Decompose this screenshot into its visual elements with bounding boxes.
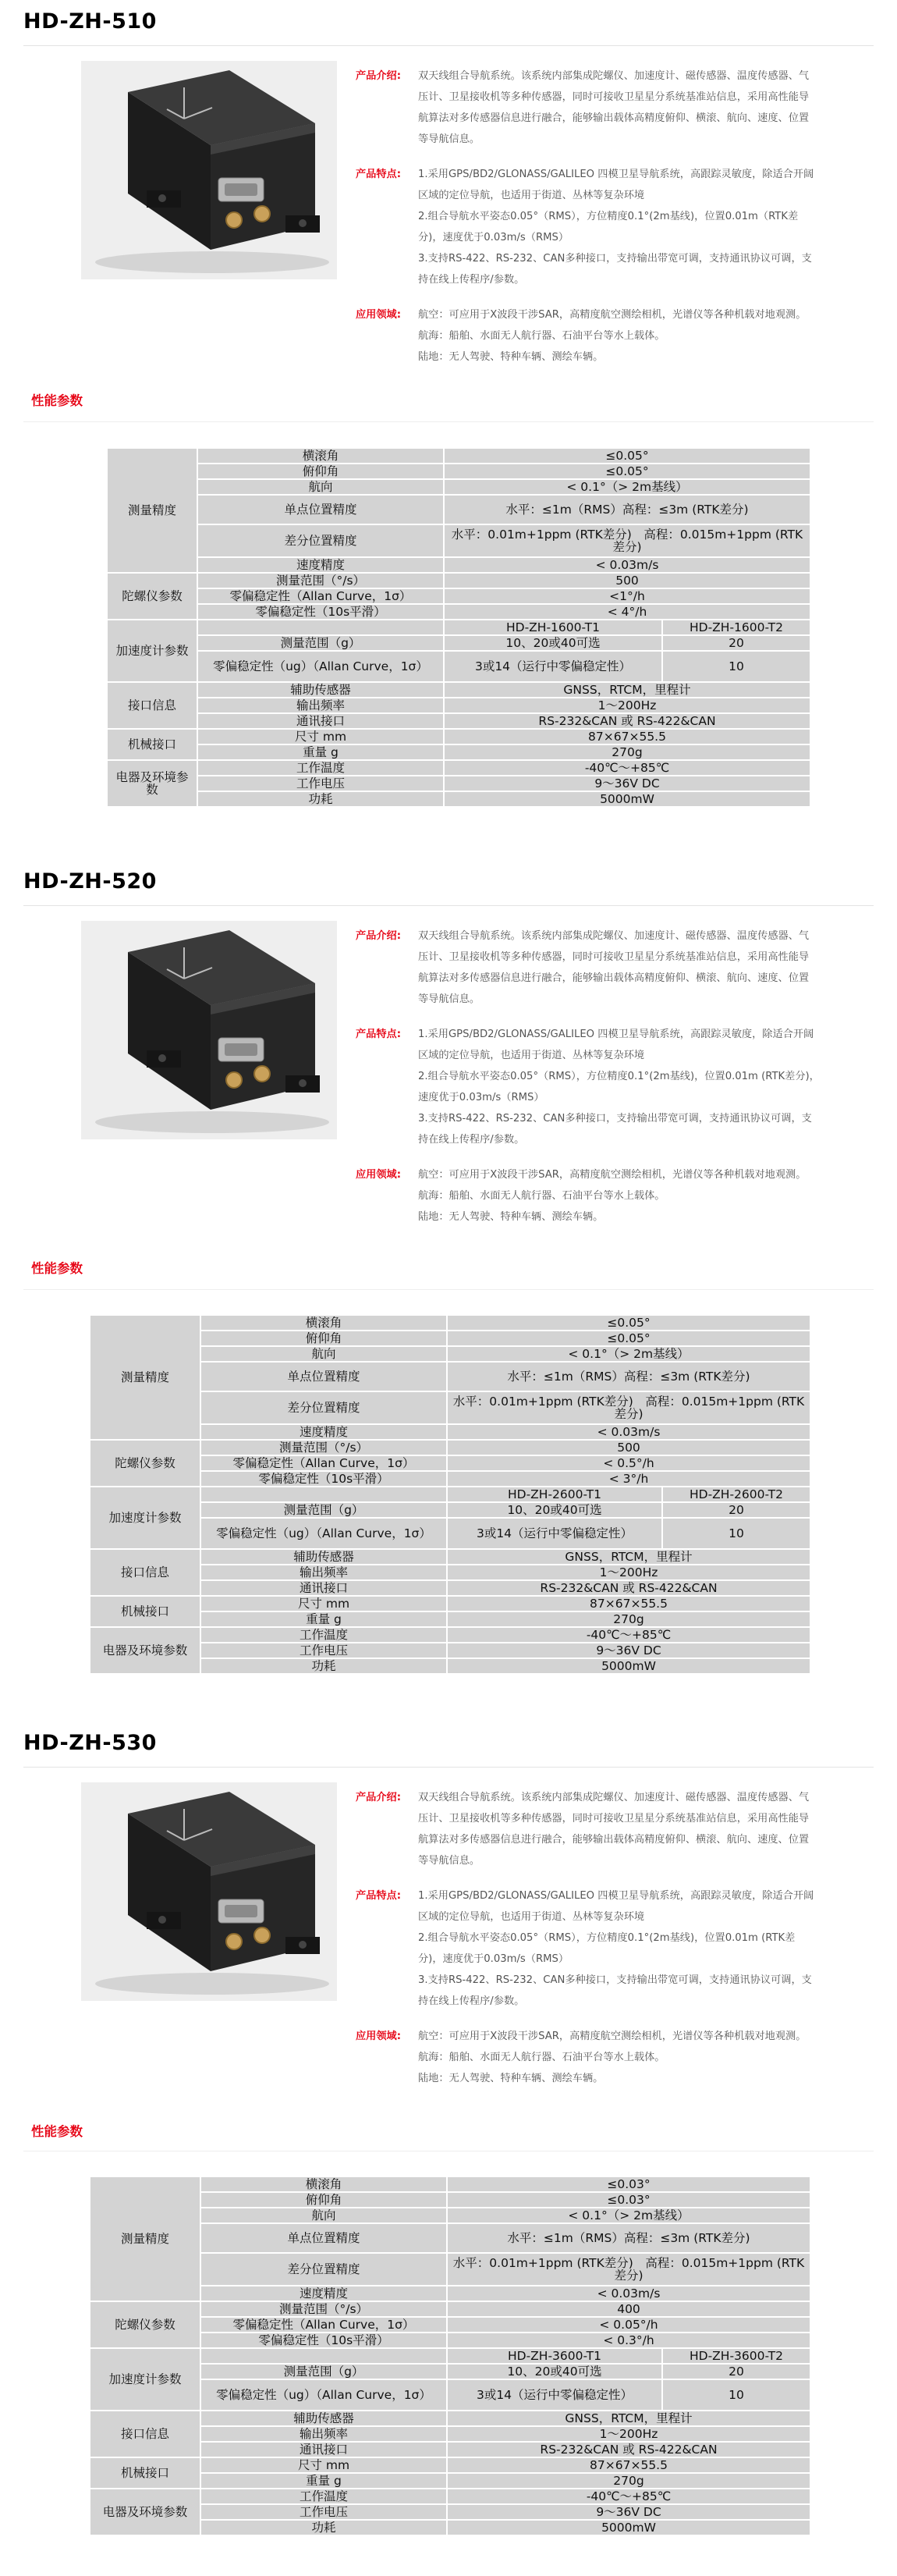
application-line: 航空：可应用于X波段干涉SAR，高精度航空测绘相机，光谱仪等各种机载对地观测。	[418, 309, 807, 321]
spec-param: 零偏稳定性（10s平滑）	[200, 2333, 447, 2348]
intro-label: 产品介绍:	[356, 1792, 402, 1803]
intro-line: 压计、卫星接收机等多种传感器，同时可接收卫星星分系统基准站信息，采用高性能导	[418, 91, 810, 103]
spec-row	[107, 698, 810, 713]
spec-value: ≤0.05°	[444, 448, 810, 464]
product-info	[356, 1787, 877, 2103]
spec-value: < 0.1°（> 2m基线）	[447, 1346, 810, 1362]
spec-param: 重量 g	[197, 744, 444, 760]
feature-line: 区域的定位导航，也适用于街道、丛林等复杂环境	[418, 1050, 645, 1061]
spec-value-t1: 3或14（运行中零偏稳定性）	[447, 1518, 662, 1549]
feature-line: 持在线上传程序/参数。	[418, 274, 525, 286]
spec-category: 接口信息	[90, 1549, 200, 1596]
feature-line: 速度优于0.03m/s（RMS）	[418, 1092, 544, 1103]
spec-value-t2: 20	[662, 2364, 810, 2379]
spec-category: 接口信息	[107, 682, 197, 729]
spec-row	[107, 448, 810, 464]
spec-value: GNSS，RTCM，里程计	[444, 682, 810, 698]
spec-param: 航向	[200, 2208, 447, 2223]
title-divider	[23, 905, 874, 906]
application-line: 航海：船舶、水面无人航行器、石油平台等水上载体。	[418, 1190, 665, 1202]
spec-row	[107, 495, 810, 524]
application-line: 陆地：无人驾驶、特种车辆、测绘车辆。	[418, 2073, 604, 2084]
spec-model-t1: HD-ZH-1600-T1	[444, 620, 662, 635]
application-line: 陆地：无人驾驶、特种车辆、测绘车辆。	[418, 1211, 604, 1223]
spec-value: < 0.03m/s	[447, 2286, 810, 2301]
application-line: 航海：船舶、水面无人航行器、石油平台等水上载体。	[418, 2052, 665, 2063]
spec-param: 辅助传感器	[197, 682, 444, 698]
spec-value: -40℃～+85℃	[447, 2489, 810, 2504]
spec-category: 接口信息	[90, 2411, 200, 2457]
product-title: HD-ZH-530	[23, 1731, 157, 1755]
spec-row	[107, 464, 810, 479]
spec-param: 速度精度	[200, 1424, 447, 1440]
spec-row	[107, 713, 810, 729]
spec-value: < 4°/h	[444, 604, 810, 620]
spec-row	[90, 2301, 810, 2317]
intro-line: 航算法对多传感器信息进行融合，能够输出载体高精度俯仰、横滚、航向、速度、位置	[418, 972, 810, 984]
spec-value: 270g	[447, 1611, 810, 1627]
performance-heading: 性能参数	[31, 1261, 83, 1276]
spec-value: 9～36V DC	[447, 1643, 810, 1658]
spec-row	[107, 573, 810, 588]
spec-param: 差分位置精度	[197, 524, 444, 557]
spec-value: -40℃～+85℃	[444, 760, 810, 776]
spec-category: 电器及环境参数	[90, 2489, 200, 2535]
spec-param: 零偏稳定性（ug）（Allan Curve，1σ）	[197, 651, 444, 682]
spec-row	[90, 1596, 810, 1611]
spec-param: 横滚角	[200, 1315, 447, 1331]
spec-value: < 0.1°（> 2m基线）	[447, 2208, 810, 2223]
product-photo	[81, 1782, 337, 2001]
spec-value-t2: 10	[662, 1518, 810, 1549]
spec-param: 尺寸 mm	[197, 729, 444, 744]
spec-value: < 0.5°/h	[447, 1455, 810, 1471]
spec-value: 500	[447, 1440, 810, 1455]
product-section-530	[0, 1721, 897, 2572]
spec-value: 水平：≤1m（RMS）高程：≤3m (RTK差分)	[444, 495, 810, 524]
spec-value: < 0.05°/h	[447, 2317, 810, 2333]
spec-param: 速度精度	[200, 2286, 447, 2301]
product-section-510	[0, 0, 897, 851]
spec-value: <1°/h	[444, 588, 810, 604]
spec-param: 单点位置精度	[197, 495, 444, 524]
spec-category: 机械接口	[107, 729, 197, 760]
intro-line: 航算法对多传感器信息进行融合，能够输出载体高精度俯仰、横滚、航向、速度、位置	[418, 1834, 810, 1846]
application-label: 应用领域:	[356, 2031, 402, 2042]
spec-category: 机械接口	[90, 1596, 200, 1627]
spec-param: 工作温度	[200, 2489, 447, 2504]
spec-param: 辅助传感器	[200, 1549, 447, 1565]
spec-row	[107, 620, 810, 635]
spec-param: 通讯接口	[200, 1580, 447, 1596]
spec-value-t1: 3或14（运行中零偏稳定性）	[444, 651, 662, 682]
spec-row	[90, 1315, 810, 1331]
spec-param: 重量 g	[200, 2473, 447, 2489]
spec-param-blank	[197, 620, 444, 635]
spec-param: 航向	[197, 479, 444, 495]
intro-line: 压计、卫星接收机等多种传感器，同时可接收卫星星分系统基准站信息，采用高性能导	[418, 951, 810, 963]
spec-value: 9～36V DC	[444, 776, 810, 791]
spec-row	[107, 557, 810, 573]
spec-param: 工作电压	[200, 2504, 447, 2520]
spec-value: ≤0.05°	[447, 1315, 810, 1331]
spec-row	[107, 682, 810, 698]
spec-param-blank	[200, 1487, 447, 1502]
title-divider	[23, 1767, 874, 1768]
feature-line: 2.组合导航水平姿态0.05°（RMS），方位精度0.1°(2m基线)，位置0.01m (RTK差	[418, 1932, 796, 1944]
spec-value: 水平：0.01m+1ppm (RTK差分) 高程：0.015m+1ppm (RTK差分)	[447, 2253, 810, 2286]
spec-value-t2: 20	[662, 635, 810, 651]
feature-line: 3.支持RS-422、RS-232、CAN多种接口，支持输出带宽可调，支持通讯协议可调，支	[418, 253, 812, 265]
spec-param: 测量范围（°/s）	[200, 1440, 447, 1455]
spec-value: 270g	[444, 744, 810, 760]
spec-param: 输出频率	[200, 1565, 447, 1580]
feature-line: 区域的定位导航，也适用于街道、丛林等复杂环境	[418, 190, 645, 201]
intro-label: 产品介绍:	[356, 930, 402, 942]
spec-table	[89, 2176, 811, 2536]
spec-param: 差分位置精度	[200, 1391, 447, 1424]
intro-line: 双天线组合导航系统。该系统内部集成陀螺仪、加速度计、磁传感器、温度传感器、气	[418, 930, 810, 942]
spec-category: 电器及环境参数	[107, 760, 197, 807]
spec-value: < 0.3°/h	[447, 2333, 810, 2348]
spec-param: 测量范围（°/s）	[200, 2301, 447, 2317]
spec-value: 水平：0.01m+1ppm (RTK差分) 高程：0.015m+1ppm (RTK差分)	[444, 524, 810, 557]
spec-value: < 0.1°（> 2m基线）	[444, 479, 810, 495]
spec-param: 通讯接口	[197, 713, 444, 729]
spec-row	[90, 1549, 810, 1565]
product-photo	[81, 61, 337, 279]
spec-value: ≤0.05°	[447, 1331, 810, 1346]
spec-value: 1～200Hz	[447, 2426, 810, 2442]
spec-param: 测量范围（g）	[200, 2364, 447, 2379]
spec-param: 横滚角	[200, 2176, 447, 2192]
spec-row	[107, 744, 810, 760]
spec-value: 1～200Hz	[444, 698, 810, 713]
spec-param: 辅助传感器	[200, 2411, 447, 2426]
spec-row	[107, 776, 810, 791]
spec-table	[106, 447, 811, 808]
spec-param: 俯仰角	[200, 1331, 447, 1346]
application-block	[356, 2026, 877, 2089]
application-label: 应用领域:	[356, 309, 402, 321]
spec-value: 500	[444, 573, 810, 588]
spec-param-blank	[200, 2348, 447, 2364]
spec-param: 俯仰角	[200, 2192, 447, 2208]
spec-param: 测量范围（°/s）	[197, 573, 444, 588]
spec-row	[107, 791, 810, 807]
title-divider	[23, 45, 874, 46]
spec-model-t2: HD-ZH-3600-T2	[662, 2348, 810, 2364]
spec-param: 零偏稳定性（ug）（Allan Curve，1σ）	[200, 1518, 447, 1549]
feature-block	[356, 1024, 877, 1150]
spec-value-t1: 10、20或40可选	[444, 635, 662, 651]
spec-param: 横滚角	[197, 448, 444, 464]
spec-value: GNSS，RTCM，里程计	[447, 1549, 810, 1565]
performance-divider	[23, 1289, 874, 1290]
spec-model-t2: HD-ZH-2600-T2	[662, 1487, 810, 1502]
application-line: 航空：可应用于X波段干涉SAR，高精度航空测绘相机，光谱仪等各种机载对地观测。	[418, 2031, 807, 2042]
application-label: 应用领域:	[356, 1169, 402, 1181]
spec-row	[107, 479, 810, 495]
spec-row	[107, 729, 810, 744]
spec-param: 工作电压	[200, 1643, 447, 1658]
device-box-icon	[81, 1782, 337, 2001]
product-title: HD-ZH-520	[23, 869, 157, 894]
spec-param: 零偏稳定性（Allan Curve，1σ）	[200, 2317, 447, 2333]
intro-line: 等导航信息。	[418, 133, 480, 145]
spec-row	[107, 760, 810, 776]
spec-value: ≤0.05°	[444, 464, 810, 479]
intro-block	[356, 1787, 877, 1871]
application-block	[356, 304, 877, 368]
device-box-icon	[81, 61, 337, 279]
application-line: 航海：船舶、水面无人航行器、石油平台等水上载体。	[418, 330, 665, 342]
spec-param: 通讯接口	[200, 2442, 447, 2457]
intro-line: 等导航信息。	[418, 1855, 480, 1867]
spec-value: 87×67×55.5	[444, 729, 810, 744]
spec-value-t2: 10	[662, 651, 810, 682]
spec-row	[90, 1487, 810, 1502]
spec-model-t1: HD-ZH-3600-T1	[447, 2348, 662, 2364]
spec-row	[107, 524, 810, 557]
feature-label: 产品特点:	[356, 169, 402, 180]
spec-value: < 0.03m/s	[447, 1424, 810, 1440]
spec-value-t1: 3或14（运行中零偏稳定性）	[447, 2379, 662, 2411]
product-title: HD-ZH-510	[23, 9, 157, 34]
performance-heading: 性能参数	[31, 2124, 83, 2139]
feature-line: 区域的定位导航，也适用于街道、丛林等复杂环境	[418, 1911, 645, 1923]
intro-label: 产品介绍:	[356, 70, 402, 82]
spec-row	[90, 1627, 810, 1643]
spec-category: 加速度计参数	[90, 1487, 200, 1549]
spec-value-t1: 10、20或40可选	[447, 2364, 662, 2379]
spec-param: 尺寸 mm	[200, 1596, 447, 1611]
spec-category: 陀螺仪参数	[90, 1440, 200, 1487]
product-info	[356, 66, 877, 382]
spec-param: 零偏稳定性（Allan Curve，1σ）	[200, 1455, 447, 1471]
spec-category: 电器及环境参数	[90, 1627, 200, 1674]
feature-line: 2.组合导航水平姿态0.05°（RMS），方位精度0.1°(2m基线)，位置0.01m（RTK差	[418, 211, 799, 222]
spec-value: -40℃～+85℃	[447, 1627, 810, 1643]
spec-param: 工作温度	[197, 760, 444, 776]
spec-value: RS-232&CAN 或 RS-422&CAN	[444, 713, 810, 729]
feature-label: 产品特点:	[356, 1029, 402, 1040]
spec-value-t1: 10、20或40可选	[447, 1502, 662, 1518]
spec-param: 零偏稳定性（Allan Curve，1σ）	[197, 588, 444, 604]
performance-heading: 性能参数	[31, 393, 83, 408]
feature-line: 3.支持RS-422、RS-232、CAN多种接口，支持输出带宽可调，支持通讯协议可调，支	[418, 1113, 812, 1125]
intro-line: 等导航信息。	[418, 993, 480, 1005]
spec-param: 工作电压	[197, 776, 444, 791]
spec-category: 测量精度	[90, 2176, 200, 2301]
intro-line: 双天线组合导航系统。该系统内部集成陀螺仪、加速度计、磁传感器、温度传感器、气	[418, 1792, 810, 1803]
spec-row	[107, 588, 810, 604]
application-line: 航空：可应用于X波段干涉SAR，高精度航空测绘相机，光谱仪等各种机载对地观测。	[418, 1169, 807, 1181]
spec-category: 机械接口	[90, 2457, 200, 2489]
spec-row	[90, 2411, 810, 2426]
spec-category: 测量精度	[90, 1315, 200, 1440]
feature-label: 产品特点:	[356, 1890, 402, 1902]
spec-param: 重量 g	[200, 1611, 447, 1627]
intro-block	[356, 66, 877, 150]
spec-row	[107, 651, 810, 682]
feature-line: 1.采用GPS/BD2/GLONASS/GALILEO 四模卫星导航系统，高跟踪灵敏度，除适合开阔	[418, 1029, 814, 1040]
application-block	[356, 1164, 877, 1228]
feature-line: 分)，速度优于0.03m/s（RMS）	[418, 1953, 569, 1965]
spec-param: 零偏稳定性（10s平滑）	[200, 1471, 447, 1487]
spec-row	[90, 1440, 810, 1455]
spec-value: ≤0.03°	[447, 2176, 810, 2192]
product-photo	[81, 921, 337, 1139]
feature-line: 持在线上传程序/参数。	[418, 1134, 525, 1146]
intro-line: 双天线组合导航系统。该系统内部集成陀螺仪、加速度计、磁传感器、温度传感器、气	[418, 70, 810, 82]
spec-value: 1～200Hz	[447, 1565, 810, 1580]
spec-value: RS-232&CAN 或 RS-422&CAN	[447, 1580, 810, 1596]
spec-value: 5000mW	[447, 2520, 810, 2535]
feature-block	[356, 164, 877, 290]
spec-category: 测量精度	[107, 448, 197, 573]
product-section-520	[0, 860, 897, 1711]
spec-param: 零偏稳定性（ug）（Allan Curve，1σ）	[200, 2379, 447, 2411]
spec-category: 加速度计参数	[90, 2348, 200, 2411]
spec-value: 87×67×55.5	[447, 1596, 810, 1611]
spec-value: 水平：0.01m+1ppm (RTK差分) 高程：0.015m+1ppm (RTK差分)	[447, 1391, 810, 1424]
spec-value: GNSS，RTCM，里程计	[447, 2411, 810, 2426]
spec-param: 速度精度	[197, 557, 444, 573]
spec-table	[89, 1314, 811, 1675]
spec-value: 5000mW	[444, 791, 810, 807]
spec-param: 输出频率	[200, 2426, 447, 2442]
spec-row	[107, 604, 810, 620]
spec-value: 400	[447, 2301, 810, 2317]
spec-value: 270g	[447, 2473, 810, 2489]
feature-line: 分)，速度优于0.03m/s（RMS）	[418, 232, 569, 243]
feature-line: 1.采用GPS/BD2/GLONASS/GALILEO 四模卫星导航系统，高跟踪灵敏度，除适合开阔	[418, 1890, 814, 1902]
spec-param: 测量范围（g）	[200, 1502, 447, 1518]
spec-value: 5000mW	[447, 1658, 810, 1674]
intro-line: 航算法对多传感器信息进行融合，能够输出载体高精度俯仰、横滚、航向、速度、位置	[418, 112, 810, 124]
spec-value: < 0.03m/s	[444, 557, 810, 573]
spec-value: < 3°/h	[447, 1471, 810, 1487]
spec-row	[90, 2176, 810, 2192]
spec-value-t2: 20	[662, 1502, 810, 1518]
spec-value: 87×67×55.5	[447, 2457, 810, 2473]
spec-model-t2: HD-ZH-1600-T2	[662, 620, 810, 635]
spec-param: 零偏稳定性（10s平滑）	[197, 604, 444, 620]
application-line: 陆地：无人驾驶、特种车辆、测绘车辆。	[418, 351, 604, 363]
feature-line: 1.采用GPS/BD2/GLONASS/GALILEO 四模卫星导航系统，高跟踪灵敏度，除适合开阔	[418, 169, 814, 180]
spec-param: 航向	[200, 1346, 447, 1362]
spec-value-t2: 10	[662, 2379, 810, 2411]
spec-param: 测量范围（g）	[197, 635, 444, 651]
spec-param: 单点位置精度	[200, 2223, 447, 2253]
spec-value: RS-232&CAN 或 RS-422&CAN	[447, 2442, 810, 2457]
spec-value: 水平：≤1m（RMS）高程：≤3m (RTK差分)	[447, 1362, 810, 1391]
spec-param: 工作温度	[200, 1627, 447, 1643]
device-box-icon	[81, 921, 337, 1139]
spec-row	[107, 635, 810, 651]
spec-param: 功耗	[200, 1658, 447, 1674]
spec-category: 陀螺仪参数	[90, 2301, 200, 2348]
spec-param: 差分位置精度	[200, 2253, 447, 2286]
spec-param: 尺寸 mm	[200, 2457, 447, 2473]
spec-param: 俯仰角	[197, 464, 444, 479]
spec-param: 功耗	[197, 791, 444, 807]
spec-row	[90, 2457, 810, 2473]
intro-line: 压计、卫星接收机等多种传感器，同时可接收卫星星分系统基准站信息，采用高性能导	[418, 1813, 810, 1825]
spec-value: 水平：≤1m（RMS）高程：≤3m (RTK差分)	[447, 2223, 810, 2253]
spec-param: 输出频率	[197, 698, 444, 713]
spec-param: 功耗	[200, 2520, 447, 2535]
spec-row	[90, 2348, 810, 2364]
intro-block	[356, 926, 877, 1010]
spec-category: 加速度计参数	[107, 620, 197, 682]
feature-block	[356, 1885, 877, 2012]
spec-value: 9～36V DC	[447, 2504, 810, 2520]
feature-line: 2.组合导航水平姿态0.05°（RMS），方位精度0.1°(2m基线)，位置0.01m (RTK差分)，	[418, 1071, 820, 1082]
product-info	[356, 926, 877, 1242]
spec-value: ≤0.03°	[447, 2192, 810, 2208]
spec-model-t1: HD-ZH-2600-T1	[447, 1487, 662, 1502]
spec-row	[90, 2489, 810, 2504]
performance-divider	[23, 421, 874, 422]
feature-line: 3.支持RS-422、RS-232、CAN多种接口，支持输出带宽可调，支持通讯协议可调，支	[418, 1974, 812, 1986]
spec-category: 陀螺仪参数	[107, 573, 197, 620]
spec-param: 单点位置精度	[200, 1362, 447, 1391]
feature-line: 持在线上传程序/参数。	[418, 1995, 525, 2007]
